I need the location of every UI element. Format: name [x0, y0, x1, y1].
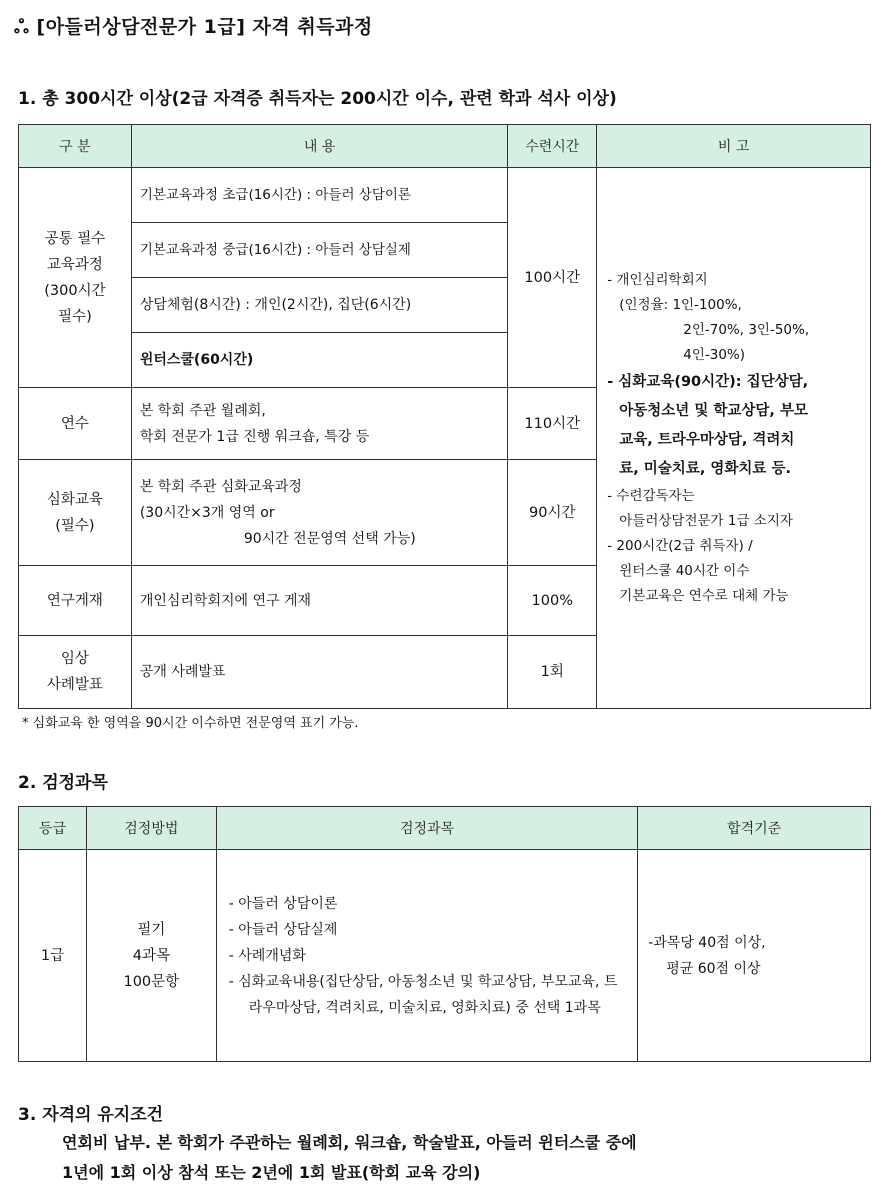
advanced-hours: 90시간 [508, 460, 597, 566]
header-subjects: 검정과목 [216, 807, 637, 850]
list-item: - 사례개념화 [228, 947, 306, 964]
subjects-cell [216, 850, 637, 1062]
common-hours: 100시간 [508, 168, 597, 388]
method-cell: 필기 4과목 100문항 [86, 850, 216, 1062]
case-label: 임상 사례발표 [19, 636, 132, 709]
advanced-label: 심화교육 (필수) [19, 460, 132, 566]
training-content: 본 학회 주관 월례회, 학회 전문가 1급 진행 워크숍, 특강 등 [131, 388, 508, 460]
section1-title: 1. 총 300시간 이상(2급 자격증 취득자는 200시간 이수, 관련 학과 석사 이상) [18, 89, 617, 109]
header-content: 내 용 [131, 125, 508, 168]
list-item: - 심화교육내용(집단상담, 아동청소년 및 학교상담, 부모교육, 트라우마상담, 격려치료, 미술치료, 영화치료) 중 선택 1과목 [228, 973, 618, 1016]
criteria-cell: -과목당 40점 이상, 평균 60점 이상 [638, 850, 871, 1062]
table-row [19, 850, 871, 1062]
section2-title: 2. 검정과목 [18, 773, 108, 793]
training-hours: 110시간 [508, 388, 597, 460]
common-item-experience: 상담체험(8시간) : 개인(2시간), 집단(6시간) [131, 278, 508, 333]
header-method: 검정방법 [86, 807, 216, 850]
table-header-row [19, 807, 871, 850]
list-item: - 아들러 상담이론 [228, 895, 338, 912]
page-title: ஃ [아들러상담전문가 1급] 자격 취득과정 [14, 16, 373, 38]
header-category: 구 분 [19, 125, 132, 168]
training-label: 연수 [19, 388, 132, 460]
maintenance-line-1: 연회비 납부. 본 학회가 주관하는 월례회, 워크숍, 학술발표, 아들러 윈터스쿨 중에 [62, 1133, 637, 1152]
common-item-winterschool: 윈터스쿨(60시간) [131, 333, 508, 388]
footnote: * 심화교육 한 영역을 90시간 이수하면 전문영역 표기 가능. [22, 716, 359, 731]
header-grade: 등급 [19, 807, 87, 850]
grade-cell: 1급 [19, 850, 87, 1062]
section3-title: 3. 자격의 유지조건 [18, 1105, 164, 1125]
header-hours: 수련시간 [508, 125, 597, 168]
remarks-cell: - 개인심리학회지 (인정율: 1인-100%, 2인-70%, 3인-50%, 4인-30%) - 심화교육(90시간): 집단상담, 아동청소년 및 학교상담, 부모 교육, 트라우마상담, 격려치 료, 미술치료, 영화치료 등. - 수련감독자는 아들러상담전문가 1급 소지자 - 200시간(2급 취득자) / 윈터스쿨 40시간 이수 기본교육은 연수로 대체 가능 [597, 168, 871, 709]
maintenance-text [62, 1128, 842, 1188]
case-content: 공개 사례발표 [131, 636, 508, 709]
publication-hours: 100% [508, 566, 597, 636]
requirements-table [18, 124, 871, 709]
publication-content: 개인심리학회지에 연구 게재 [131, 566, 508, 636]
common-item-basic: 기본교육과정 초급(16시간) : 아들러 상담이론 [131, 168, 508, 223]
common-course-label: 공통 필수 교육과정 (300시간 필수) [19, 168, 132, 388]
header-remarks: 비 고 [597, 125, 871, 168]
subjects-list [229, 891, 627, 1021]
list-item: - 아들러 상담실제 [228, 921, 338, 938]
table-header-row [19, 125, 871, 168]
table-row [19, 168, 871, 223]
common-item-intermediate: 기본교육과정 중급(16시간) : 아들러 상담실제 [131, 223, 508, 278]
exam-table [18, 806, 871, 1062]
header-criteria: 합격기준 [638, 807, 871, 850]
publication-label: 연구게재 [19, 566, 132, 636]
case-hours: 1회 [508, 636, 597, 709]
maintenance-line-2: 1년에 1회 이상 참석 또는 2년에 1회 발표(학회 교육 강의) [62, 1163, 481, 1182]
advanced-content: 본 학회 주관 심화교육과정 (30시간×3개 영역 or 90시간 전문영역 선택 가능) [131, 460, 508, 566]
